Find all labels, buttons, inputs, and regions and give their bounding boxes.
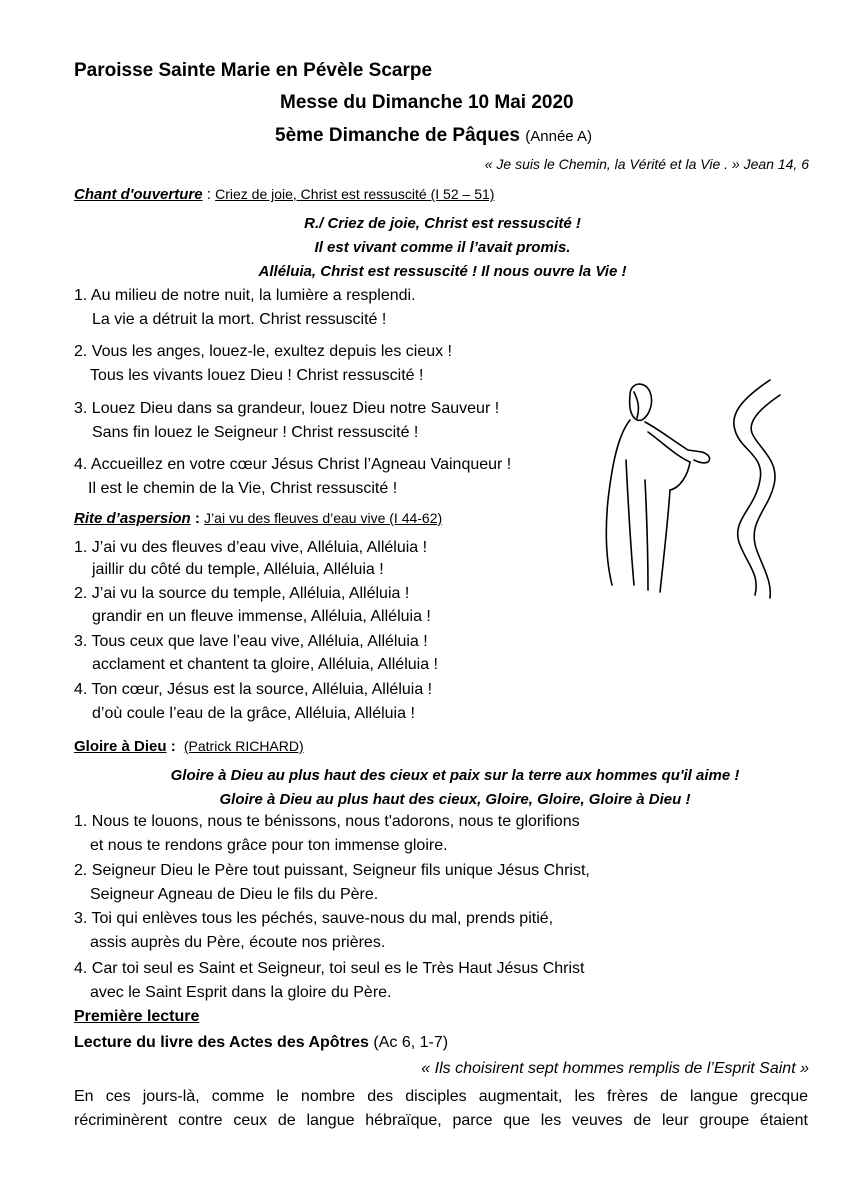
- opening-heading: [74, 186, 494, 203]
- verse-line: Il est le chemin de la Vie, Christ ressuscité !: [88, 480, 398, 497]
- mass-title: Messe du Dimanche 10 Mai 2020: [280, 92, 574, 113]
- epigraph: [485, 156, 809, 172]
- reading-section-title: Première lecture: [74, 1008, 200, 1025]
- gloria-title: (Patrick RICHARD): [183, 738, 304, 754]
- refrain-line: Il est vivant comme il l’avait promis.: [314, 239, 571, 256]
- verse-line: 2. J’ai vu la source du temple, Alléluia, Alléluia !: [74, 585, 410, 602]
- opening-refrain: [200, 212, 685, 284]
- aspersion-sep: :: [190, 510, 205, 527]
- aspersion-title: J’ai vu des fleuves d’eau vive (I 44-62): [204, 510, 443, 526]
- verse-line: 2. Seigneur Dieu le Père tout puissant, Seigneur fils unique Jésus Christ,: [74, 862, 590, 879]
- christ-walking-path-drawing-icon: [590, 370, 790, 600]
- sunday-title: 5ème Dimanche de Pâques: [275, 125, 520, 146]
- refrain-line: R./ Criez de joie, Christ est ressuscité !: [304, 215, 581, 232]
- liturgical-year: (Année A): [525, 128, 592, 145]
- aspersion-heading: [74, 510, 442, 527]
- verse-line: 4. Ton cœur, Jésus est la source, Alléluia, Alléluia !: [74, 681, 433, 698]
- epigraph-quote: « Je suis le Chemin, la Vérité et la Vie . »: [484, 156, 740, 172]
- gloria-sep: :: [166, 738, 180, 755]
- verse-line: 4. Car toi seul es Saint et Seigneur, toi seul es le Très Haut Jésus Christ: [74, 960, 585, 977]
- verse-line: d’où coule l’eau de la grâce, Alléluia, Alléluia !: [92, 705, 415, 722]
- parish-name: Paroisse Sainte Marie en Pévèle Scarpe: [74, 60, 433, 81]
- gloria-heading: [74, 738, 304, 755]
- verse-line: Seigneur Agneau de Dieu le fils du Père.: [90, 886, 379, 903]
- refrain-line: Alléluia, Christ est ressuscité ! Il nous ouvre la Vie !: [258, 263, 627, 280]
- reading-title: Lecture du livre des Actes des Apôtres: [74, 1034, 369, 1051]
- opening-title: Criez de joie, Christ est ressuscité (I 52 – 51): [215, 186, 495, 202]
- verse-line: 4. Accueillez en votre cœur Jésus Christ l’Agneau Vainqueur !: [74, 456, 512, 473]
- sunday-line: [275, 125, 592, 147]
- refrain-line: Gloire à Dieu au plus haut des cieux, Gloire, Gloire, Gloire à Dieu !: [219, 791, 691, 808]
- gloria-label: Gloire à Dieu: [74, 738, 167, 755]
- verse-line: 1. Au milieu de notre nuit, la lumière a resplendi.: [74, 287, 416, 304]
- verse-line: 3. Tous ceux que lave l’eau vive, Alléluia, Alléluia !: [74, 633, 428, 650]
- verse-line: 3. Louez Dieu dans sa grandeur, louez Dieu notre Sauveur !: [74, 400, 500, 417]
- reading-line: récriminèrent contre ceux de langue hébraïque, parce que les veuves de leur groupe étaient: [74, 1112, 808, 1129]
- verse-line: acclament et chantent ta gloire, Alléluia, Alléluia !: [92, 656, 438, 673]
- verse-line: assis auprès du Père, écoute nos prières.: [90, 934, 386, 951]
- opening-sep: :: [202, 186, 216, 203]
- reading-ref: (Ac 6, 1-7): [373, 1034, 449, 1051]
- aspersion-label: Rite d’aspersion: [74, 510, 191, 527]
- verse-line: 3. Toi qui enlèves tous les péchés, sauve-nous du mal, prends pitié,: [74, 910, 554, 927]
- verse-line: 1. J’ai vu des fleuves d’eau vive, Alléluia, Alléluia !: [74, 539, 428, 556]
- verse-line: grandir en un fleuve immense, Alléluia, Alléluia !: [92, 608, 431, 625]
- verse-line: 2. Vous les anges, louez-le, exultez depuis les cieux !: [74, 343, 452, 360]
- verse-line: jaillir du côté du temple, Alléluia, Alléluia !: [92, 561, 384, 578]
- verse-line: et nous te rendons grâce pour ton immense gloire.: [90, 837, 448, 854]
- refrain-line: Gloire à Dieu au plus haut des cieux et paix sur la terre aux hommes qu'il aime !: [170, 767, 740, 784]
- verse-line: Sans fin louez le Seigneur ! Christ ressuscité !: [92, 424, 419, 441]
- verse-line: La vie a détruit la mort. Christ ressuscité !: [92, 311, 387, 328]
- reading-heading: [74, 1034, 448, 1052]
- reading-line: En ces jours-là, comme le nombre des disciples augmentait, les frères de langue grecque: [74, 1088, 808, 1105]
- epigraph-ref: Jean 14, 6: [743, 156, 809, 172]
- opening-label: Chant d'ouverture: [74, 186, 203, 203]
- verse-line: avec le Saint Esprit dans la gloire du Père.: [90, 984, 392, 1001]
- verse-line: Tous les vivants louez Dieu ! Christ ressuscité !: [90, 367, 424, 384]
- gloria-refrain: [100, 764, 810, 812]
- reading-quote: « Ils choisirent sept hommes remplis de l’Esprit Saint »: [421, 1060, 809, 1077]
- verse-line: 1. Nous te louons, nous te bénissons, nous t'adorons, nous te glorifions: [74, 813, 580, 830]
